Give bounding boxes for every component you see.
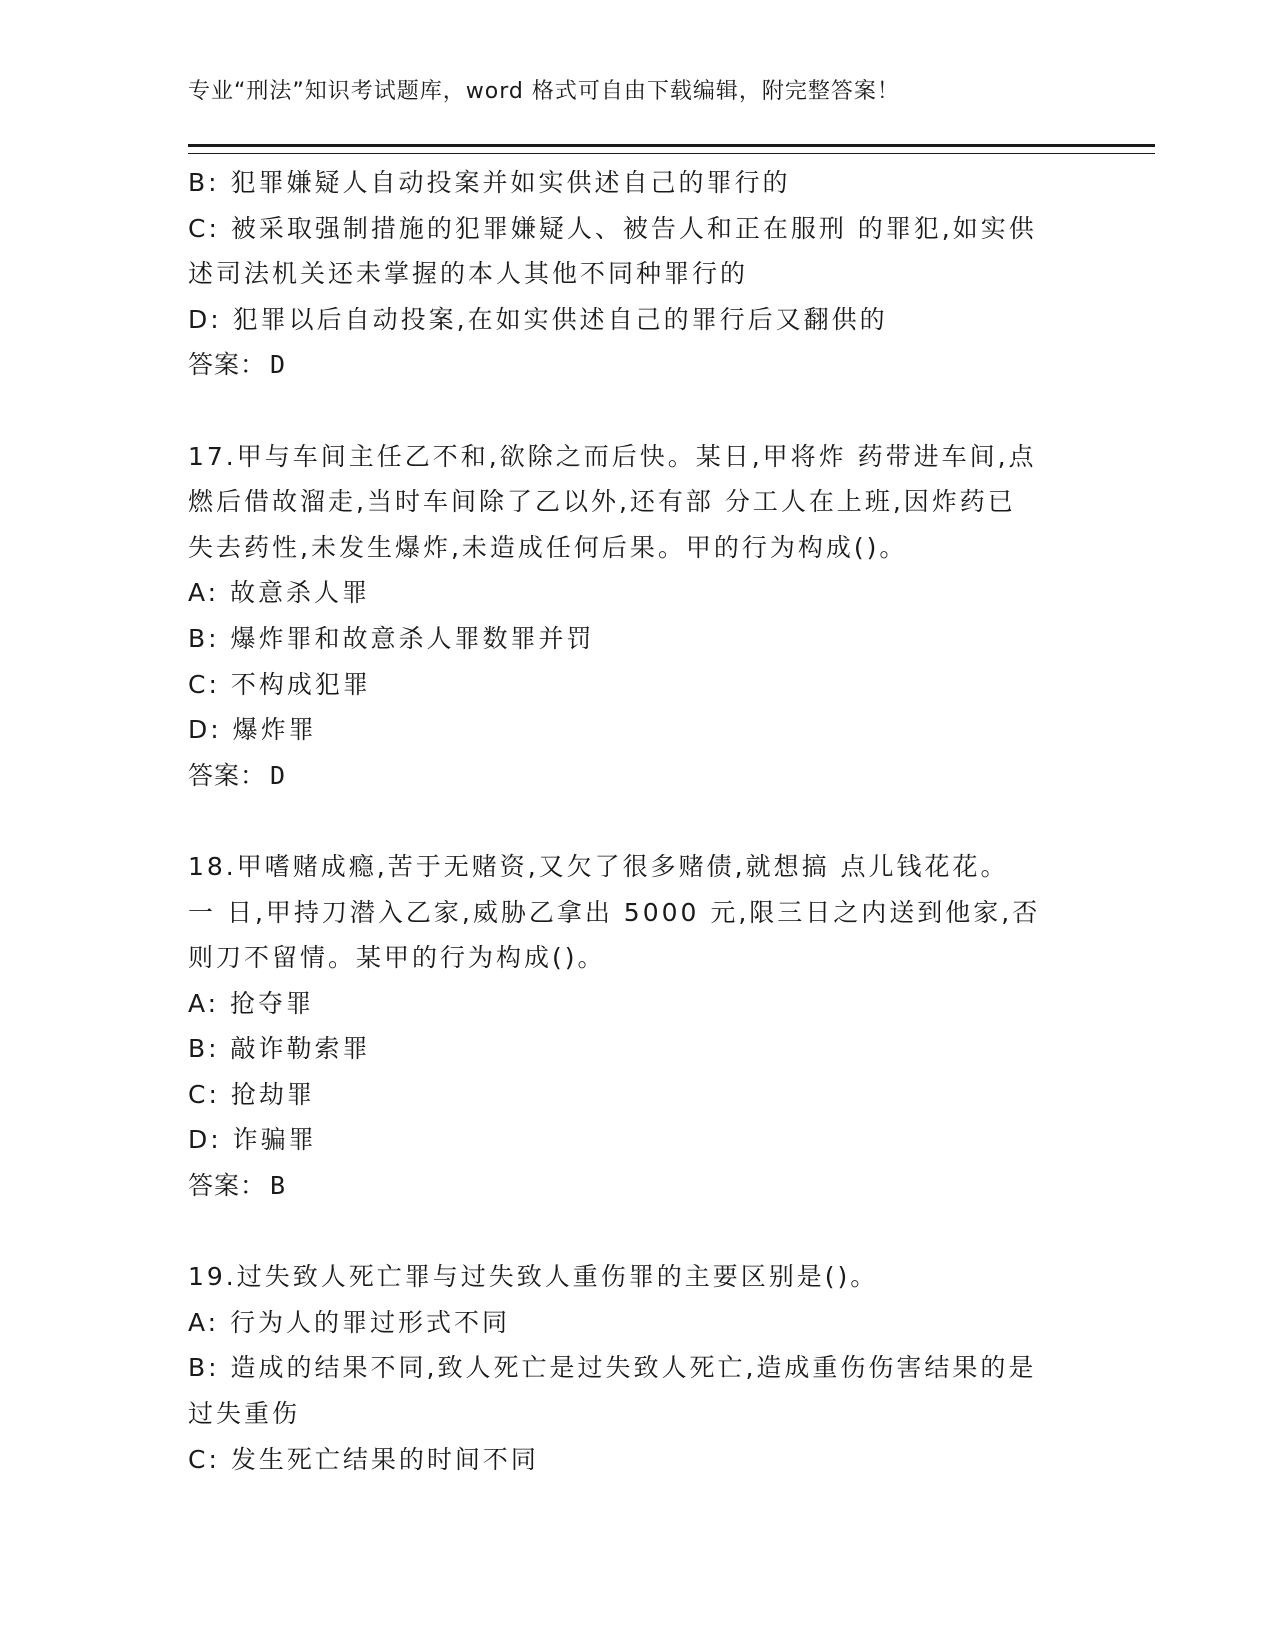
option-b-continued: 过失重伤 bbox=[188, 1399, 301, 1429]
question-18 bbox=[188, 844, 1088, 1209]
option-b: B: 敲诈勒索罪 bbox=[188, 1034, 371, 1064]
question-stem: 一 日,甲持刀潜入乙家,威胁乙拿出 5000 元,限三日之内送到他家,否 bbox=[188, 897, 1041, 927]
page-header: 专业“刑法”知识考试题库，word 格式可自由下载编辑，附完整答案！ bbox=[188, 79, 900, 104]
option-b: B: 犯罪嫌疑人自动投案并如实供述自己的罪行的 bbox=[188, 168, 791, 197]
question-stem: 失去药性,未发生爆炸,未造成任何后果。甲的行为构成()。 bbox=[188, 532, 908, 562]
question-17 bbox=[188, 434, 1088, 799]
spacer bbox=[188, 1209, 1088, 1255]
answer-value: D bbox=[270, 760, 287, 790]
option-a: A: 故意杀人罪 bbox=[188, 578, 371, 608]
question-stem: 则刀不留情。某甲的行为构成()。 bbox=[188, 943, 606, 973]
option-a: A: 行为人的罪过形式不同 bbox=[188, 1307, 511, 1337]
spacer bbox=[188, 388, 1088, 434]
answer-value: B bbox=[270, 1171, 287, 1201]
answer-line bbox=[188, 753, 1088, 799]
question-content bbox=[188, 160, 1088, 1482]
answer-line bbox=[188, 342, 1088, 388]
option-d: D: 犯罪以后自动投案,在如实供述自己的罪行后又翻供的 bbox=[188, 304, 888, 334]
answer-label: 答案： bbox=[188, 760, 267, 790]
question-stem: 燃后借故溜走,当时车间除了乙以外,还有部 分工人在上班,因炸药已 bbox=[188, 487, 1016, 517]
option-b: B: 造成的结果不同,致人死亡是过失致人死亡,造成重伤伤害结果的是 bbox=[188, 1353, 1037, 1383]
question-stem: 18.甲嗜赌成瘾,苦于无赌资,又欠了很多赌债,就想搞 点儿钱花花。 bbox=[188, 851, 1009, 881]
answer-line bbox=[188, 1163, 1088, 1209]
option-a: A: 抢夺罪 bbox=[188, 988, 315, 1018]
header-divider bbox=[188, 144, 1155, 154]
spacer bbox=[188, 798, 1088, 844]
answer-label: 答案： bbox=[188, 350, 267, 380]
option-c: C: 发生死亡结果的时间不同 bbox=[188, 1444, 539, 1474]
option-b: B: 爆炸罪和故意杀人罪数罪并罚 bbox=[188, 623, 595, 653]
answer-value: D bbox=[270, 350, 287, 380]
question-stem: 17.甲与车间主任乙不和,欲除之而后快。某日,甲将炸 药带进车间,点 bbox=[188, 441, 1037, 471]
option-c: C: 不构成犯罪 bbox=[188, 669, 371, 699]
question-16 bbox=[188, 160, 1088, 388]
option-d: D: 爆炸罪 bbox=[188, 715, 317, 745]
option-d: D: 诈骗罪 bbox=[188, 1125, 317, 1155]
answer-label: 答案： bbox=[188, 1171, 267, 1201]
question-19 bbox=[188, 1254, 1088, 1482]
option-c: C: 被采取强制措施的犯罪嫌疑人、被告人和正在服刑 的罪犯,如实供 bbox=[188, 213, 1037, 243]
question-stem: 19.过失致人死亡罪与过失致人重伤罪的主要区别是()。 bbox=[188, 1262, 879, 1292]
option-c: C: 抢劫罪 bbox=[188, 1079, 315, 1109]
option-c-continued: 述司法机关还未掌握的本人其他不同种罪行的 bbox=[188, 259, 749, 289]
